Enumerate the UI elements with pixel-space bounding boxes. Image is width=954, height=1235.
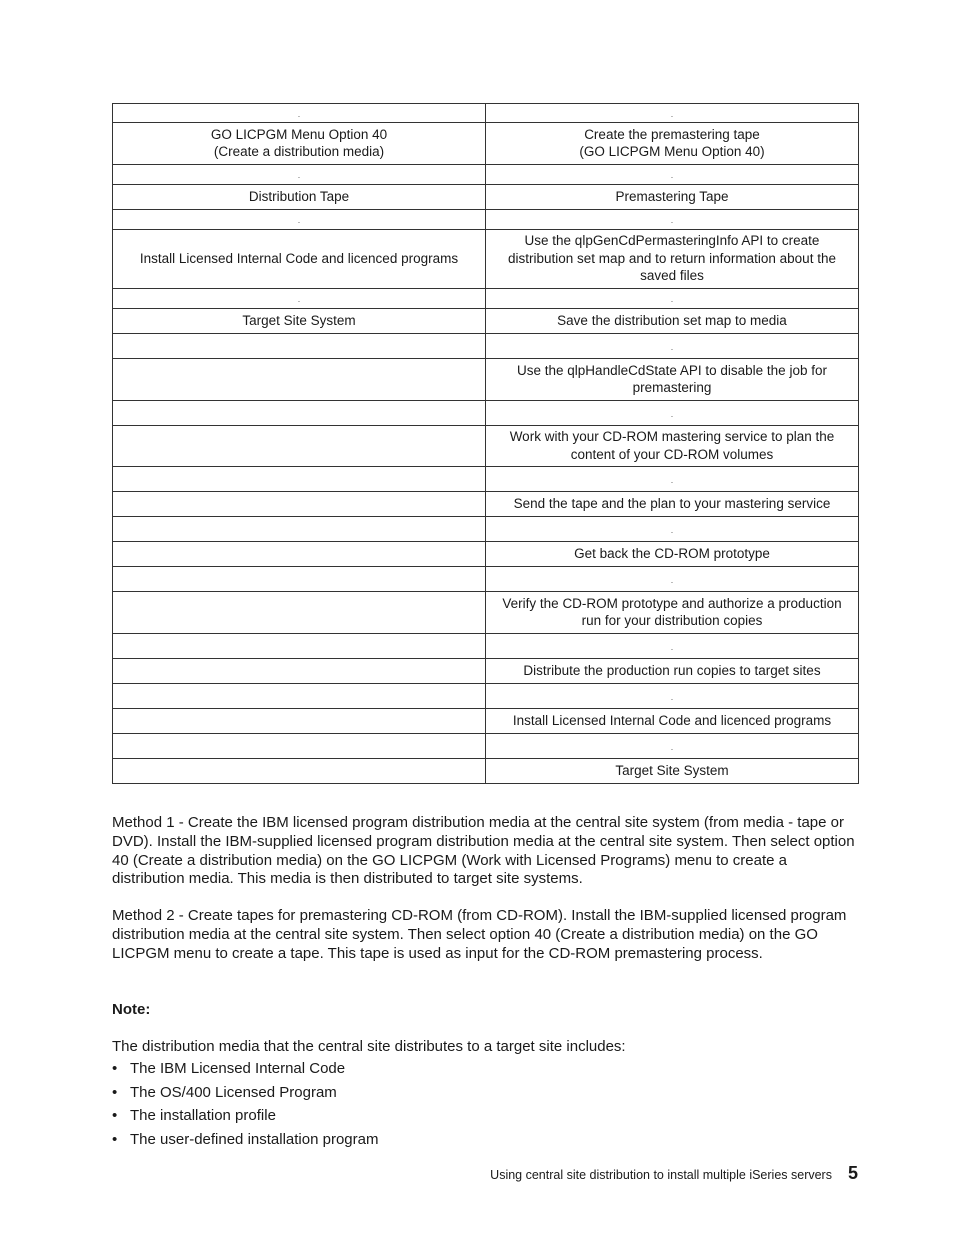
flow-cell-left: Target Site System (113, 308, 486, 333)
contents-list (112, 1059, 378, 1153)
flow-cell-left (113, 358, 486, 400)
list-item: • The IBM Licensed Internal Code (112, 1060, 346, 1077)
flow-cell-right: Save the distribution set map to media (486, 308, 859, 333)
table-row (113, 333, 859, 358)
flow-cell-left (113, 633, 486, 658)
connector-dot: . (297, 171, 301, 181)
flow-cell-right: Get back the CD-ROM prototype (486, 541, 859, 566)
table-row (113, 516, 859, 541)
flow-cell-right: Target Site System (486, 758, 859, 783)
bullet-marker: • (112, 1060, 118, 1077)
connector-dot: . (670, 295, 674, 305)
flow-cell-right (486, 733, 859, 758)
running-title: Using central site distribution to install multiple iSeries servers (490, 1168, 832, 1182)
flow-cell-right (486, 288, 859, 308)
bullet-marker: • (112, 1083, 118, 1101)
connector-dot: . (670, 216, 674, 226)
flow-cell-right: Work with your CD-ROM mastering service to plan the content of your CD-ROM volumes (486, 425, 859, 466)
flow-cell-left (113, 333, 486, 358)
flow-cell-left (113, 658, 486, 683)
connector-dot: . (670, 342, 674, 352)
flow-cell-left (113, 104, 486, 123)
table-row (113, 308, 859, 333)
connector-dot: . (297, 216, 301, 226)
flow-cell-left (113, 733, 486, 758)
table-row (113, 466, 859, 491)
table-row (113, 288, 859, 308)
connector-dot: . (297, 295, 301, 305)
table-row (113, 491, 859, 516)
flow-cell-right (486, 633, 859, 658)
flow-cell-right (486, 164, 859, 184)
flow-cell-right: Create the premastering tape (GO LICPGM Menu Option 40) (486, 122, 859, 164)
flow-cell-left (113, 400, 486, 425)
flow-cell-right (486, 566, 859, 591)
flow-cell-right (486, 209, 859, 229)
connector-dot: . (670, 409, 674, 419)
flow-cell-left (113, 566, 486, 591)
connector-dot: . (670, 475, 674, 485)
flow-cell-right: Use the qlpHandleCdState API to disable the job for premastering (486, 358, 859, 400)
method-2-paragraph: Method 2 - Create tapes for premastering CD-ROM (from CD-ROM). Install the IBM-supplied licensed program distribution media at the central site system. Then select option 40 (Create a distribution media) on the GO LICPGM menu to create a tape. This tape is used as input for the CD-ROM premastering process. (112, 907, 847, 962)
table-row (113, 425, 859, 466)
connector-dot: . (670, 642, 674, 652)
page-footer (490, 1164, 858, 1184)
connector-dot: . (670, 692, 674, 702)
flow-cell-left (113, 591, 486, 633)
table-row (113, 633, 859, 658)
flow-cell-right: Verify the CD-ROM prototype and authorize a production run for your distribution copies (486, 591, 859, 633)
table-row (113, 229, 859, 288)
flow-cell-left (113, 708, 486, 733)
flow-cell-left (113, 466, 486, 491)
flow-table (112, 103, 859, 784)
table-row (113, 164, 859, 184)
flow-cell-left (113, 541, 486, 566)
table-row (113, 708, 859, 733)
bullet-marker: • (112, 1130, 118, 1148)
connector-dot: . (297, 110, 301, 119)
table-row (113, 541, 859, 566)
flow-cell-right (486, 516, 859, 541)
flow-cell-right (486, 333, 859, 358)
list-item: • The OS/400 Licensed Program (112, 1083, 337, 1101)
flow-cell-right: Send the tape and the plan to your mastering service (486, 491, 859, 516)
page-number: 5 (847, 1163, 858, 1183)
flow-cell-right (486, 400, 859, 425)
connector-dot: . (670, 742, 674, 752)
flow-cell-right: Premastering Tape (486, 184, 859, 209)
flow-cell-left (113, 209, 486, 229)
connector-dot: . (670, 110, 674, 119)
flow-cell-left (113, 683, 486, 708)
table-row (113, 683, 859, 708)
intro-paragraph: The distribution media that the central site distributes to a target site includes: (112, 1038, 626, 1055)
table-row (113, 566, 859, 591)
table-row (113, 122, 859, 164)
flow-cell-right: Use the qlpGenCdPermasteringInfo API to create distribution set map and to return information about the saved files (486, 229, 859, 288)
table-row (113, 358, 859, 400)
flow-cell-right: Distribute the production run copies to target sites (486, 658, 859, 683)
flow-cell-right (486, 466, 859, 491)
flow-cell-right: Install Licensed Internal Code and licenced programs (486, 708, 859, 733)
flow-cell-left (113, 425, 486, 466)
flow-cell-left (113, 164, 486, 184)
list-item: • The user-defined installation program (112, 1130, 379, 1148)
bullet-marker: • (112, 1107, 118, 1125)
flow-cell-left (113, 491, 486, 516)
table-row (113, 184, 859, 209)
table-row (113, 209, 859, 229)
table-row (113, 400, 859, 425)
table-row (113, 758, 859, 783)
connector-dot: . (670, 575, 674, 585)
connector-dot: . (670, 171, 674, 181)
table-row (113, 591, 859, 633)
flow-table-body (113, 104, 859, 784)
table-row (113, 104, 859, 123)
flow-cell-left (113, 516, 486, 541)
flow-cell-right (486, 104, 859, 123)
table-row (113, 658, 859, 683)
flow-cell-left: Distribution Tape (113, 184, 486, 209)
flow-cell-left: GO LICPGM Menu Option 40 (Create a distribution media) (113, 122, 486, 164)
flow-cell-left (113, 288, 486, 308)
flow-cell-left (113, 758, 486, 783)
flow-cell-left: Install Licensed Internal Code and licenced programs (113, 229, 486, 288)
flow-cell-right (486, 683, 859, 708)
list-item: • The installation profile (112, 1107, 276, 1125)
connector-dot: . (670, 525, 674, 535)
method-1-paragraph: Method 1 - Create the IBM licensed program distribution media at the central site system (from media - tape or DVD). Install the IBM-supplied licensed program distribution media at the central site system. Then select option 40 (Create a distribution media) on the GO LICPGM (Work with Licensed Programs) menu to create a distribution media. This media is then distributed to target site systems. (112, 814, 855, 888)
table-row (113, 733, 859, 758)
note-label: Note: (112, 1001, 151, 1018)
